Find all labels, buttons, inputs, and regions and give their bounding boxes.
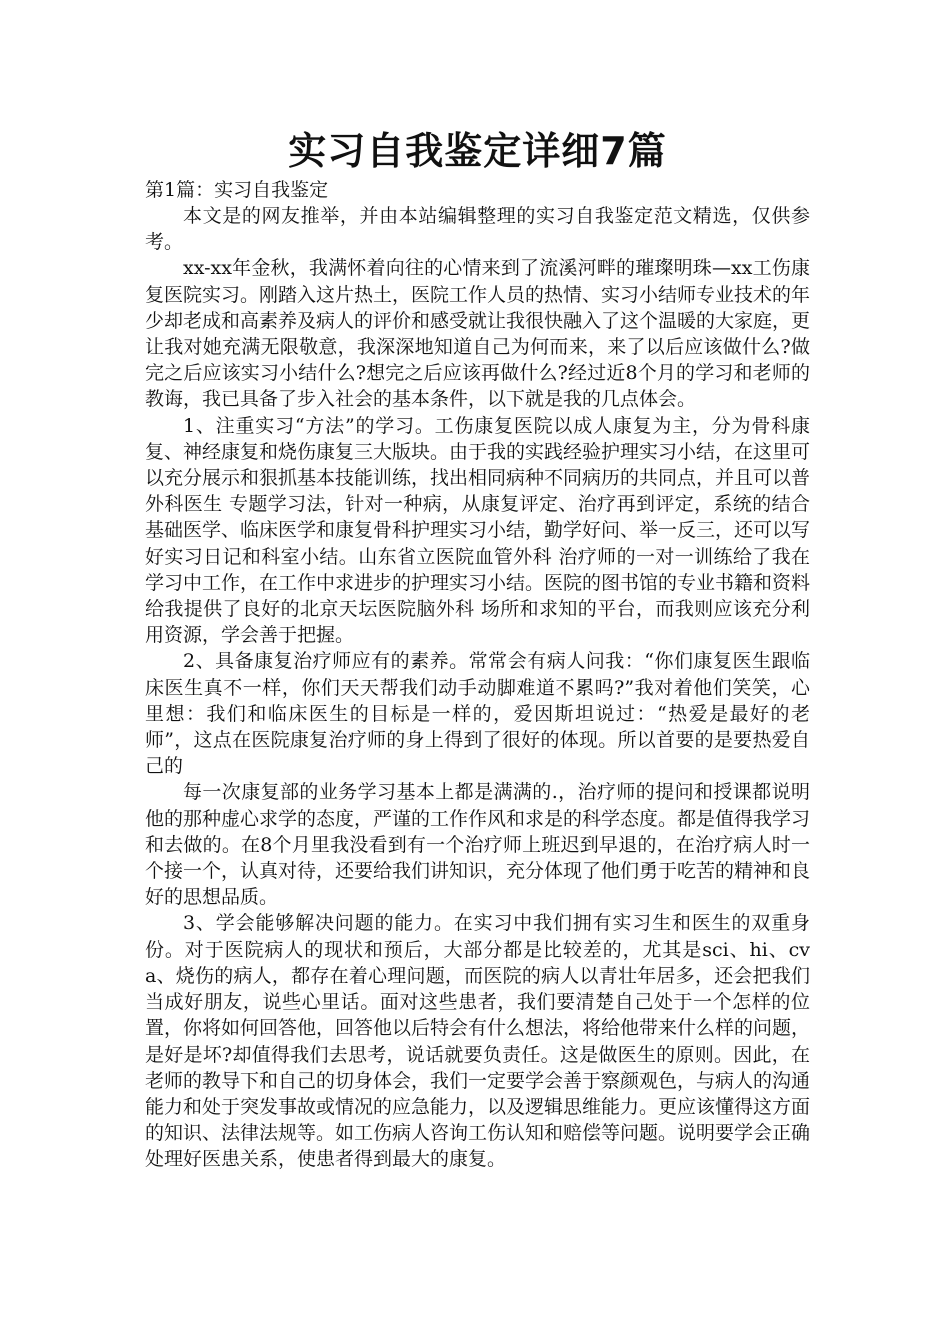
paragraph-arrival: xx-xx年金秋，我满怀着向往的心情来到了流溪河畔的璀璨明珠—xx工伤康复医院实习。刚踏入这片热土，医院工作人员的热情、实习小结师专业技术的年少却老成和高素养及病人的评价和感受就让我很快融入了这个温暖的大家庭，更让我对她充满无限敬意，我深深地知道自己为何而来，来了以后应该做什么?做完之后应该实习小结什么?想完之后应该再做什么?经过近8个月的学习和老师的教诲，我已具备了步入社会的基本条件，以下就是我的几点体会。 (145, 257, 811, 411)
paragraph-study-meetings: 每一次康复部的业务学习基本上都是满满的.，治疗师的提问和授课都说明他的那种虚心求学的态度，严谨的工作作风和求是的科学态度。都是值得我学习和去做的。在8个月里我没看到有一个治疗师上班迟到早退的，在治疗病人时一个接一个，认真对待，还要给我们讲知识，充分体现了他们勇于吃苦的精神和良好的思想品质。 (145, 781, 811, 909)
paragraph-point-1: 1、注重实习“方法”的学习。工伤康复医院以成人康复为主，分为骨科康复、神经康复和烧伤康复三大版块。由于我的实践经验护理实习小结，在这里可以充分展示和狠抓基本技能训练，找出相同病种不同病历的共同点，并且可以普外科医生 专题学习法，针对一种病，从康复评定、治疗再到评定，系统的结合基础医学、临床医学和康复骨科护理实习小结，勤学好问、举一反三，还可以写好实习日记和科室小结。山东省立医院血管外科 治疗师的一对一训练给了我在学习中工作，在工作中求进步的护理实习小结。医院的图书馆的专业书籍和资料给我提供了良好的北京天坛医院脑外科 场所和求知的平台，而我则应该充分利用资源，学会善于把握。 (145, 414, 811, 647)
paragraph-point-3: 3、学会能够解决问题的能力。在实习中我们拥有实习生和医生的双重身份。对于医院病人的现状和预后，大部分都是比较差的，尤其是sci、hi、cva、烧伤的病人，都存在着心理问题，而医院的病人以青壮年居多，还会把我们当成好朋友，说些心里话。面对这些患者，我们要清楚自己处于一个怎样的位置，你将如何回答他，回答他以后特会有什么想法，将给他带来什么样的问题，是好是坏?却值得我们去思考，说话就要负责任。这是做医生的原则。因此，在老师的教导下和自己的切身体会，我们一定要学会善于察颜观色，与病人的沟通能力和处于突发事故或情况的应急能力，以及逻辑思维能力。更应该懂得这方面的知识、法律法规等。如工伤病人咨询工伤认知和赔偿等问题。说明要学会正确处理好医患关系，使患者得到最大的康复。 (145, 912, 811, 1171)
section-heading: 第1篇：实习自我鉴定 (145, 179, 329, 201)
paragraph-intro: 本文是的网友推举，并由本站编辑整理的实习自我鉴定范文精选，仅供参考。 (145, 205, 810, 254)
paragraph-point-2: 2、具备康复治疗师应有的素养。常常会有病人问我：“你们康复医生跟临床医生真不一样，你们天天帮我们动手动脚难道不累吗?”我对着他们笑笑，心里想：我们和临床医生的目标是一样的，爱因斯坦说过：“热爱是最好的老师”，这点在医院康复治疗师的身上得到了很好的体现。所以首要的是要热爱自己的 (145, 650, 810, 778)
document-title: 实习自我鉴定详细7篇 (288, 129, 667, 173)
document-page (145, 125, 810, 1173)
